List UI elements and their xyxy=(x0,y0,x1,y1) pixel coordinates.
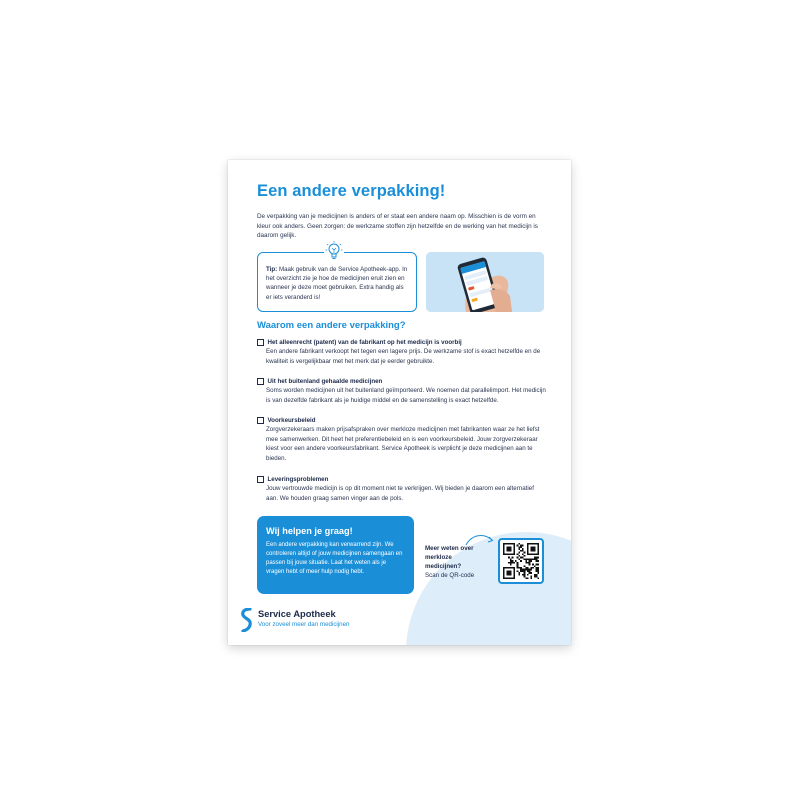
service-apotheek-logo xyxy=(240,608,254,632)
reason-title: Voorkeursbeleid xyxy=(267,417,316,424)
reason-item xyxy=(257,416,547,463)
reason-text: Zorgverzekeraars maken prijsafspraken over merkloze medicijnen met fabrikanten waar ze het liefst mee samenwerken. Dit heet het preferentiebeleid en is een voorkeursbeleid. Jouw zorgverzekeraar kiest voor een andere voorkeursfabrikant. Service Apotheek is verplicht je deze medicijnen aan te bieden. xyxy=(266,426,540,462)
reason-text: Een andere fabrikant verkoopt het tegen een lagere prijs. De werkzame stof is exact hetzelfde en de kwaliteit is vergelijkbaar met het merk dat je eerder gebruikte. xyxy=(266,348,541,365)
checkbox xyxy=(257,417,264,424)
checkbox xyxy=(257,476,264,483)
page-title: Een andere verpakking! xyxy=(257,182,446,200)
help-text: Een andere verpakking kan verwarrend zijn. We controleren altijd of jouw medicijnen samengaan en passen bij jouw situatie. Laat het weten als je vragen hebt of meer hulp nodig hebt. xyxy=(266,542,403,575)
phone-in-hand-illustration xyxy=(426,252,544,312)
flyer-page xyxy=(228,160,571,645)
intro-text: De verpakking van je medicijnen is anders of er staat een andere naam op. Misschien is de vorm en kleur ook anders. Geen zorgen: de werkzame stoffen zijn hetzelfde en de werking van het medicijn is daarom gelijk. xyxy=(257,213,538,240)
qr-instruction: Scan de QR-code xyxy=(425,572,475,579)
qr-code[interactable] xyxy=(498,538,544,584)
reason-text: Jouw vertrouwde medicijn is op dit moment niet te verkrijgen. Wij bieden je daarom een alternatief aan. We houden graag samen vinger aan de pols. xyxy=(266,485,534,502)
lightbulb-icon xyxy=(324,240,344,262)
reason-text: Soms worden medicijnen uit het buitenland geïmporteerd. We noemen dat parallelimport. Het medicijn is van dezelfde fabrikant als je huidige middel en de samenstelling is exact hetzelfde. xyxy=(266,387,546,404)
brand-name: Service Apotheek xyxy=(258,609,336,619)
reason-item xyxy=(257,377,547,405)
tip-text: Maak gebruik van de Service Apotheek-app. In het overzicht zie je hoe de medicijnen eruit zien en wanneer je deze moet gebruiken. Extra handig als er iets veranderd is! xyxy=(266,266,408,301)
help-title: Wij helpen je graag! xyxy=(266,526,353,536)
reason-title: Het alleenrecht (patent) van de fabrikant op het medicijn is voorbij xyxy=(267,339,462,346)
checkbox xyxy=(257,339,264,346)
section-title: Waarom een andere verpakking? xyxy=(257,320,406,331)
qr-caption xyxy=(425,544,485,580)
help-box xyxy=(257,516,414,594)
reason-item xyxy=(257,475,547,503)
qr-question: Meer weten over merkloze medicijnen? xyxy=(425,545,474,570)
reason-title: Leveringsproblemen xyxy=(267,476,329,483)
reason-title: Uit het buitenland gehaalde medicijnen xyxy=(267,378,383,385)
checkbox xyxy=(257,378,264,385)
reason-item xyxy=(257,338,547,366)
brand-tagline: Voor zoveel meer dan medicijnen xyxy=(258,621,350,628)
tip-label: Tip: xyxy=(266,266,278,273)
